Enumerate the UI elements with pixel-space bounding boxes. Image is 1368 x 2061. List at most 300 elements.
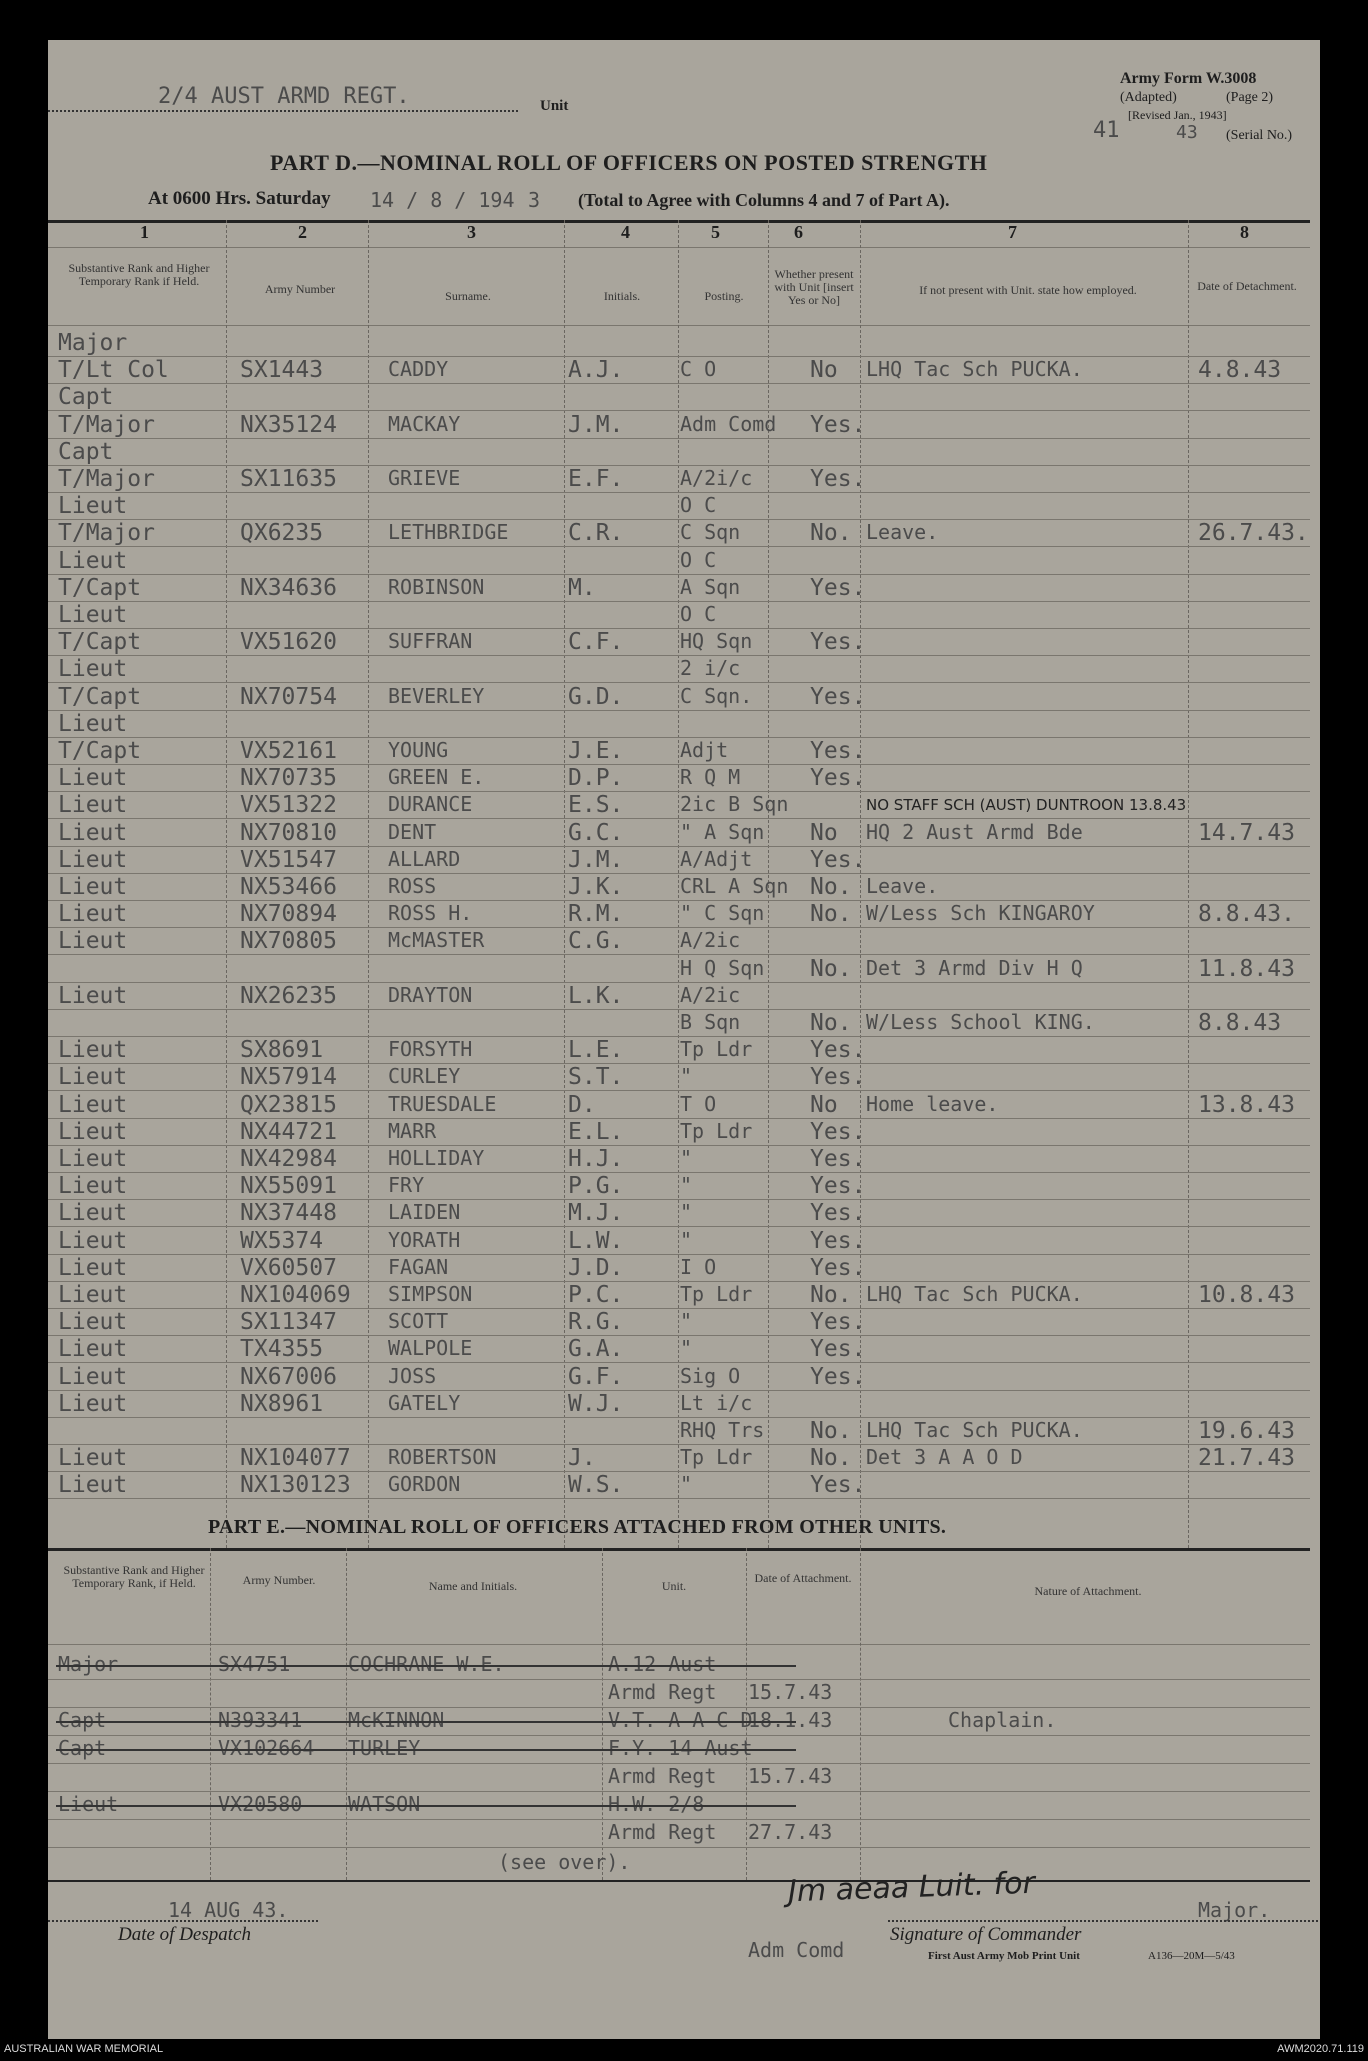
table-cell-rank: Lieut	[58, 1227, 128, 1254]
table-cell-number: NX35124	[240, 411, 337, 438]
table-cell-date: 19.6.43	[1198, 1418, 1295, 1444]
table-cell-employ: LHQ Tac Sch PUCKA.	[866, 1282, 1083, 1306]
table-cell-rank: T/Capt	[58, 629, 142, 656]
table-cell-present: Yes.	[810, 1146, 866, 1172]
table-cell-surname: GORDON	[388, 1472, 461, 1497]
table-cell-rank: Lieut	[58, 656, 128, 683]
table-cell-rank: Lieut	[58, 1037, 128, 1064]
table-row-rule	[48, 927, 1310, 928]
part-e-cell-unit: F.Y. 14 Aust	[608, 1736, 753, 1760]
table-cell-initials: R.G.	[568, 1309, 624, 1336]
part-e-cell-unit: H.W. 2/8	[608, 1792, 705, 1816]
table-cell-present: Yes.	[810, 629, 866, 656]
table-cell-posting: C O	[680, 357, 717, 382]
table-cell-posting: Tp Ldr	[680, 1118, 753, 1143]
table-row-rule	[48, 383, 1310, 384]
table-cell-date: 8.8.43	[1198, 1010, 1282, 1036]
part-e-cell-unit: A.12 Aust	[608, 1652, 717, 1676]
table-cell-rank: Lieut	[58, 602, 128, 628]
adm-comd-stamp: Adm Comd	[748, 1938, 845, 1962]
at-time-prefix: At 0600 Hrs. Saturday	[148, 188, 331, 209]
form-page-number: (Page 2)	[1226, 90, 1274, 105]
table-cell-number: NX37448	[240, 1200, 337, 1227]
table-cell-present: Yes.	[810, 466, 866, 492]
table-cell-number: SX11347	[240, 1309, 337, 1336]
table-cell-present: Yes.	[810, 1173, 866, 1200]
table-cell-posting: R Q M	[680, 765, 741, 790]
table-cell-surname: SUFFRAN	[388, 629, 473, 654]
part-e-header-name: Name and Initials.	[428, 1579, 518, 1593]
table-cell-employ: Det 3 Armd Div H Q	[866, 955, 1083, 980]
table-cell-initials: A.J.	[568, 357, 624, 384]
table-cell-number: NX55091	[240, 1173, 337, 1200]
table-cell-present: Yes.	[810, 1472, 866, 1499]
part-d-column-divider	[368, 220, 369, 1548]
table-cell-date: 10.8.43	[1198, 1282, 1295, 1308]
part-e-cell-nature: Chaplain.	[948, 1708, 1057, 1732]
table-cell-date: 14.7.43	[1198, 819, 1295, 846]
part-e-header-nature: Nature of Attachment.	[1034, 1584, 1142, 1598]
table-cell-rank: T/Capt	[58, 683, 142, 710]
part-e-cell-name: McKINNON	[348, 1708, 445, 1732]
table-cell-number: NX53466	[240, 874, 337, 900]
part-e-cell-date: 15.7.43	[748, 1764, 833, 1788]
table-cell-surname: MARR	[388, 1118, 437, 1143]
part-d-column-divider	[678, 220, 679, 1548]
part-e-header-rule	[48, 1644, 1310, 1645]
table-cell-present: Yes.	[810, 411, 866, 438]
part-e-bottom-rule	[48, 1880, 1310, 1882]
header-present: Whether present with Unit [insert Yes or No]	[774, 267, 854, 307]
table-cell-number: QX23815	[240, 1091, 337, 1118]
table-cell-initials: L.E.	[568, 1037, 624, 1064]
table-cell-initials: W.S.	[568, 1472, 624, 1499]
table-cell-date: 8.8.43.	[1198, 901, 1295, 928]
table-cell-posting: "	[680, 1336, 693, 1361]
table-cell-initials: E.L.	[568, 1118, 624, 1145]
table-cell-posting: O C	[680, 602, 717, 626]
form-page	[48, 40, 1320, 2039]
table-cell-number: WX5374	[240, 1227, 324, 1254]
table-row-rule	[48, 1009, 1310, 1010]
table-cell-posting: HQ Sqn	[680, 629, 753, 654]
table-cell-initials: D.	[568, 1091, 596, 1118]
table-row-rule	[48, 1090, 1310, 1091]
table-cell-posting: "	[680, 1146, 693, 1170]
part-e-cell-unit: V.T. A A C D	[608, 1708, 753, 1732]
table-cell-initials: C.R.	[568, 520, 624, 547]
table-cell-rank: T/Major	[58, 520, 155, 547]
table-cell-rank: Lieut	[58, 547, 128, 574]
table-cell-present: Yes.	[810, 738, 866, 764]
table-cell-posting: " A Sqn	[680, 819, 765, 844]
table-cell-surname: BEVERLEY	[388, 683, 485, 708]
table-cell-present: Yes.	[810, 683, 866, 710]
table-cell-initials: L.K.	[568, 982, 624, 1009]
part-e-column-divider	[210, 1548, 211, 1880]
table-row-rule	[48, 1308, 1310, 1309]
col-number-8: 8	[1240, 222, 1249, 242]
table-cell-number: NX57914	[240, 1064, 337, 1091]
table-cell-posting: "	[680, 1472, 693, 1497]
table-cell-rank: Lieut	[58, 710, 128, 737]
table-cell-surname: DENT	[388, 819, 437, 844]
table-cell-present: No.	[810, 1010, 852, 1036]
table-cell-present: Yes.	[810, 1118, 866, 1145]
table-cell-posting: H Q Sqn	[680, 955, 765, 980]
table-cell-initials: S.T.	[568, 1064, 624, 1091]
table-row-rule	[48, 438, 1310, 439]
table-cell-initials: J.E.	[568, 738, 624, 764]
table-cell-initials: E.F.	[568, 466, 624, 492]
table-row-rule	[48, 873, 1310, 874]
table-row-rule	[48, 410, 1310, 411]
table-cell-rank: Major	[58, 330, 128, 356]
signature-label: Signature of Commander	[890, 1924, 1082, 1945]
table-cell-rank: Lieut	[58, 1390, 128, 1417]
table-cell-posting: Adjt	[680, 738, 729, 762]
table-cell-initials: J.	[568, 1445, 596, 1472]
table-cell-rank: Lieut	[58, 874, 128, 900]
table-cell-present: Yes.	[810, 765, 866, 792]
table-cell-rank: Lieut	[58, 765, 128, 792]
table-cell-surname: DURANCE	[388, 792, 473, 817]
table-row-rule	[48, 1254, 1310, 1255]
part-d-column-divider	[1188, 220, 1189, 1548]
part-e-column-divider	[602, 1548, 603, 1880]
table-cell-posting: O C	[680, 547, 717, 572]
table-cell-surname: SIMPSON	[388, 1282, 473, 1306]
strikethrough-line	[56, 1721, 796, 1723]
part-e-cell-unit: Armd Regt	[608, 1680, 717, 1704]
part-e-header-rank: Substantive Rank and Higher Temporary Rank, if Held.	[63, 1563, 205, 1590]
table-cell-present: No.	[810, 1445, 852, 1472]
table-row-rule	[48, 900, 1310, 901]
table-cell-date: 26.7.43.	[1198, 520, 1309, 547]
part-d-column-divider	[226, 220, 227, 1548]
table-cell-present: Yes.	[810, 1064, 866, 1091]
table-cell-present: Yes.	[810, 1309, 866, 1336]
table-cell-number: NX44721	[240, 1118, 337, 1145]
table-cell-posting: I O	[680, 1254, 717, 1279]
table-cell-present: No.	[810, 874, 852, 900]
table-cell-posting: " C Sqn	[680, 901, 765, 926]
table-cell-present: Yes.	[810, 1363, 866, 1390]
signature-rank: Major.	[1198, 1898, 1271, 1922]
table-cell-posting: Tp Ldr	[680, 1445, 753, 1470]
table-cell-posting: "	[680, 1200, 693, 1225]
col-number-4: 4	[621, 222, 630, 242]
table-cell-surname: MACKAY	[388, 411, 461, 436]
table-cell-initials: C.G.	[568, 928, 624, 955]
part-e-cell-number: VX102664	[218, 1736, 315, 1760]
table-cell-initials: J.D.	[568, 1254, 624, 1281]
table-cell-number: NX8961	[240, 1390, 324, 1417]
part-e-cell-date: 15.7.43	[748, 1680, 833, 1704]
table-cell-posting: C Sqn.	[680, 683, 753, 708]
table-cell-present: No	[810, 357, 838, 384]
at-date: 14 / 8 / 194	[370, 188, 515, 212]
total-note: (Total to Agree with Columns 4 and 7 of Part A).	[578, 190, 950, 210]
table-cell-present: No	[810, 819, 838, 846]
table-cell-rank: Lieut	[58, 1064, 128, 1091]
table-row-rule	[48, 1471, 1310, 1472]
printer-imprint: First Aust Army Mob Print Unit	[928, 1950, 1080, 1962]
table-row-rule	[48, 1226, 1310, 1227]
table-cell-posting: "	[680, 1173, 693, 1198]
table-row-rule	[48, 1362, 1310, 1363]
table-cell-present: Yes.	[810, 846, 866, 873]
part-e-cell-unit: Armd Regt	[608, 1820, 717, 1844]
table-cell-surname: SCOTT	[388, 1309, 449, 1334]
table-cell-posting: Adm Comd	[680, 411, 777, 436]
table-cell-number: VX51620	[240, 629, 337, 656]
table-row-rule	[48, 1118, 1310, 1119]
table-row-rule	[48, 1498, 1310, 1499]
unit-dotted-line	[48, 110, 518, 112]
table-cell-rank: Lieut	[58, 493, 128, 520]
table-cell-number: TX4355	[240, 1336, 324, 1363]
table-row-rule	[48, 1145, 1310, 1146]
table-row-rule	[48, 601, 1310, 602]
table-cell-number: NX70894	[240, 901, 337, 928]
table-cell-rank: Capt	[58, 384, 114, 411]
table-cell-surname: GATELY	[388, 1390, 461, 1415]
signature-dotted-line	[888, 1920, 1318, 1922]
part-e-cell-date: 18.1.43	[748, 1708, 833, 1732]
table-cell-rank: T/Major	[58, 466, 155, 492]
part-e-title: PART E.—NOMINAL ROLL OF OFFICERS ATTACHED FROM OTHER UNITS.	[208, 1516, 947, 1538]
table-cell-number: NX70810	[240, 819, 337, 846]
table-row-rule	[48, 546, 1310, 547]
table-cell-present: No.	[810, 955, 852, 982]
table-cell-surname: WALPOLE	[388, 1336, 473, 1361]
table-row-rule	[48, 574, 1310, 575]
header-initials: Initials.	[603, 289, 641, 303]
table-row-rule	[48, 519, 1310, 520]
table-cell-rank: Lieut	[58, 1282, 128, 1308]
table-cell-rank: Lieut	[58, 1091, 128, 1118]
table-row-rule	[48, 954, 1310, 955]
table-cell-rank: Lieut	[58, 1445, 128, 1472]
table-row-rule	[48, 492, 1310, 493]
table-cell-number: VX52161	[240, 738, 337, 764]
part-d-title: PART D.—NOMINAL ROLL OF OFFICERS ON POSTED STRENGTH	[270, 150, 988, 175]
table-cell-date: 13.8.43	[1198, 1091, 1295, 1118]
part-e-header-date: Date of Attachment.	[754, 1571, 852, 1585]
table-cell-rank: T/Capt	[58, 574, 142, 601]
despatch-dotted-line	[48, 1920, 318, 1922]
table-cell-number: NX104077	[240, 1445, 351, 1472]
table-cell-number: SX11635	[240, 466, 337, 492]
table-cell-number: SX1443	[240, 357, 324, 384]
table-cell-present: No.	[810, 1282, 852, 1308]
table-row-rule	[48, 465, 1310, 466]
part-e-cell-name: TURLEY	[348, 1736, 421, 1760]
table-cell-posting: CRL A Sqn	[680, 874, 789, 898]
table-cell-employ: Home leave.	[866, 1091, 999, 1116]
table-cell-initials: H.J.	[568, 1146, 624, 1172]
table-row-rule	[48, 1390, 1310, 1391]
table-cell-rank: Lieut	[58, 1472, 128, 1499]
table-cell-present: Yes.	[810, 1037, 866, 1064]
table-cell-date: 11.8.43	[1198, 955, 1295, 982]
table-cell-posting: RHQ Trs	[680, 1418, 765, 1442]
table-cell-posting: A/2ic	[680, 928, 741, 953]
table-cell-surname: FRY	[388, 1173, 425, 1198]
at-year-digit: 3	[528, 188, 541, 212]
table-cell-number: NX70735	[240, 765, 337, 792]
header-detachment-date: Date of Detachment.	[1197, 279, 1297, 293]
table-cell-posting: A/Adjt	[680, 846, 753, 871]
header-rank: Substantive Rank and Higher Temporary Rank if Held.	[68, 261, 210, 288]
table-cell-surname: DRAYTON	[388, 982, 473, 1007]
table-cell-present: Yes.	[810, 1227, 866, 1254]
table-cell-posting: "	[680, 1309, 693, 1334]
table-cell-rank: Lieut	[58, 928, 128, 955]
table-cell-surname: FAGAN	[388, 1254, 449, 1279]
table-cell-posting: A/2ic	[680, 982, 741, 1007]
table-cell-number: VX51322	[240, 792, 337, 819]
table-row-rule	[48, 764, 1310, 765]
unit-name: 2/4 AUST ARMD REGT.	[158, 84, 410, 109]
table-row-rule	[48, 710, 1310, 711]
table-cell-initials: G.C.	[568, 819, 624, 846]
part-d-column-divider	[564, 220, 565, 1548]
table-cell-posting: "	[680, 1227, 693, 1252]
table-cell-rank: Lieut	[58, 1118, 128, 1145]
col-number-3: 3	[467, 222, 476, 242]
table-cell-posting: O C	[680, 493, 717, 518]
part-e-cell-unit: Armd Regt	[608, 1764, 717, 1788]
part-e-row-rule	[48, 1847, 1310, 1848]
table-cell-employ: HQ 2 Aust Armd Bde	[866, 819, 1083, 844]
table-cell-number: NX26235	[240, 982, 337, 1009]
part-e-top-rule	[48, 1548, 1310, 1551]
table-cell-surname: GRIEVE	[388, 466, 461, 490]
col-number-6: 6	[794, 222, 803, 242]
table-cell-initials: L.W.	[568, 1227, 624, 1254]
table-cell-rank: Lieut	[58, 1363, 128, 1390]
table-cell-surname: McMASTER	[388, 928, 485, 953]
table-cell-present: Yes.	[810, 1254, 866, 1281]
table-cell-rank: Lieut	[58, 1309, 128, 1336]
table-cell-employ: W/Less Sch KINGAROY	[866, 901, 1095, 926]
table-cell-present: No.	[810, 901, 852, 928]
part-e-cell-name: WATSON	[348, 1792, 421, 1816]
table-cell-number: NX42984	[240, 1146, 337, 1172]
form-title: Army Form W.3008	[1120, 70, 1257, 87]
table-cell-rank: Lieut	[58, 982, 128, 1009]
part-e-cell-rank: Lieut	[58, 1792, 119, 1816]
table-top-rule	[48, 220, 1310, 223]
table-cell-date: 21.7.43	[1198, 1445, 1295, 1472]
table-cell-initials: J.K.	[568, 874, 624, 900]
serial-number-a: 41	[1093, 118, 1120, 143]
table-row-rule	[48, 818, 1310, 819]
table-cell-number: NX34636	[240, 574, 337, 601]
table-cell-surname: LETHBRIDGE	[388, 520, 509, 545]
part-e-cell-rank: Capt	[58, 1736, 107, 1760]
form-revised: [Revised Jan., 1943]	[1128, 108, 1227, 122]
table-cell-number: SX8691	[240, 1037, 324, 1064]
table-row-rule	[48, 982, 1310, 983]
archive-reference: AWM2020.71.119	[1277, 2043, 1364, 2055]
table-cell-present: No.	[810, 520, 852, 547]
table-cell-initials: P.C.	[568, 1282, 624, 1308]
table-cell-surname: ROSS H.	[388, 901, 473, 926]
table-cell-rank: T/Major	[58, 411, 155, 438]
table-cell-initials: M.	[568, 574, 596, 601]
header-posting: Posting.	[704, 289, 744, 303]
table-cell-posting: Tp Ldr	[680, 1037, 753, 1062]
table-cell-rank: Lieut	[58, 1254, 128, 1281]
table-cell-surname: ALLARD	[388, 846, 461, 871]
table-cell-surname: GREEN E.	[388, 765, 485, 790]
archive-credit: AUSTRALIAN WAR MEMORIAL	[4, 2043, 164, 2055]
table-cell-posting: C Sqn	[680, 520, 741, 545]
table-cell-surname: CURLEY	[388, 1064, 461, 1089]
header-surname: Surname.	[445, 289, 491, 303]
table-cell-surname: FORSYTH	[388, 1037, 473, 1062]
table-cell-posting: Lt i/c	[680, 1390, 753, 1415]
table-row-rule	[48, 628, 1310, 629]
table-cell-employ: Det 3 A A O D	[866, 1445, 1023, 1470]
table-cell-initials: P.G.	[568, 1173, 624, 1200]
table-cell-initials: M.J.	[568, 1200, 624, 1227]
table-cell-surname: ROSS	[388, 874, 437, 898]
table-cell-initials: C.F.	[568, 629, 624, 656]
col-number-5: 5	[711, 222, 720, 242]
table-row-rule	[48, 1036, 1310, 1037]
table-cell-employ: LHQ Tac Sch PUCKA.	[866, 1418, 1083, 1442]
table-cell-employ: NO STAFF SCH (AUST) DUNTROON 13.8.43	[866, 796, 1187, 815]
table-cell-rank: Lieut	[58, 1173, 128, 1200]
col-number-1: 1	[140, 222, 149, 242]
table-cell-surname: HOLLIDAY	[388, 1146, 485, 1170]
part-e-cell-date: 27.7.43	[748, 1820, 833, 1844]
header-employment: If not present with Unit. state how employed.	[919, 283, 1137, 297]
table-cell-number: NX67006	[240, 1363, 337, 1390]
table-cell-posting: Sig O	[680, 1363, 741, 1388]
table-cell-surname: JOSS	[388, 1363, 437, 1388]
table-cell-surname: LAIDEN	[388, 1200, 461, 1225]
table-cell-posting: "	[680, 1064, 693, 1089]
table-row-rule	[48, 846, 1310, 847]
table-cell-number: NX130123	[240, 1472, 351, 1499]
table-cell-posting: 2 i/c	[680, 656, 741, 681]
table-cell-present: No	[810, 1091, 838, 1118]
table-row-rule	[48, 682, 1310, 683]
table-cell-employ: Leave.	[866, 874, 939, 898]
table-row-rule	[48, 655, 1310, 656]
table-cell-rank: Lieut	[58, 1200, 128, 1227]
table-cell-initials: G.F.	[568, 1363, 624, 1390]
table-cell-initials: G.D.	[568, 683, 624, 710]
table-cell-present: Yes.	[810, 1200, 866, 1227]
table-cell-initials: D.P.	[568, 765, 624, 792]
table-cell-present: Yes.	[810, 574, 866, 601]
table-cell-rank: Lieut	[58, 792, 128, 819]
part-e-cell-rank: Major	[58, 1652, 119, 1676]
table-row-rule	[48, 737, 1310, 738]
table-cell-initials: E.S.	[568, 792, 624, 819]
commander-signature: Jm aeaa Luit. for	[787, 1865, 1036, 1910]
part-e-header-army-number: Army Number.	[242, 1573, 316, 1587]
part-e-column-divider	[346, 1548, 347, 1880]
table-cell-employ: LHQ Tac Sch PUCKA.	[866, 357, 1083, 382]
unit-label: Unit	[540, 98, 569, 114]
